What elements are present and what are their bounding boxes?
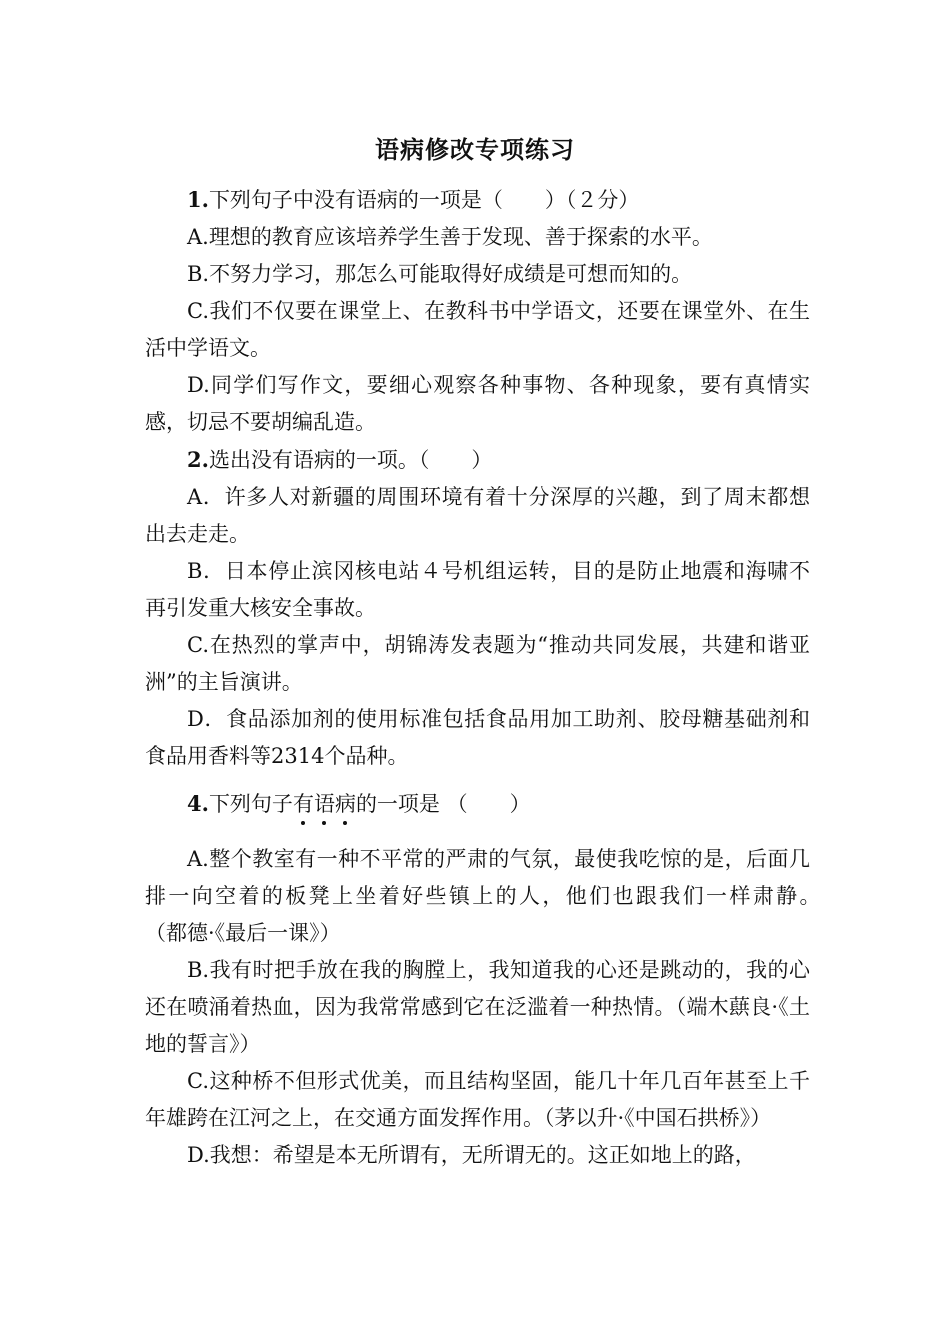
question-stem: 下列句子中没有语病的一项是（ ）（２分） bbox=[208, 188, 640, 212]
exercise-content bbox=[145, 181, 915, 1174]
option-a: A.整个教室有一种不平常的严肃的气氛，最使我吃惊的是，后面几排一向空着的板凳上坐着好些镇上的人，他们也跟我们一样肃静。 （都德·《最后一课》） bbox=[145, 847, 915, 945]
page-title: 语病修改专项练习 bbox=[375, 135, 575, 164]
option-b: B.我有时把手放在我的胸膛上，我知道我的心还是跳动的，我的心还在喷涌着热血，因为我常常感到它在泛滥着一种热情。（端木蕻良·《土地的誓言》） bbox=[145, 958, 810, 1056]
option-d: D．食品添加剂的使用标准包括食品用加工助剂、胶母糖基础剂和食品用香料等2314个品种。 bbox=[145, 707, 810, 768]
option-a: A．许多人对新疆的周围环境有着十分深厚的兴趣，到了周末都想出去走走。 bbox=[145, 485, 810, 546]
question-number: 2. bbox=[187, 447, 209, 472]
option-d: D.同学们写作文，要细心观察各种事物、各种现象，要有真情实感，切忌不要胡编乱造。 bbox=[145, 373, 810, 434]
question-number: 4. bbox=[187, 791, 209, 816]
spacer bbox=[145, 823, 810, 841]
question-stem: 选出没有语病的一项。（ ） bbox=[208, 448, 493, 472]
question-2 bbox=[145, 441, 810, 479]
question-number: 1. bbox=[187, 187, 209, 212]
emphasis-char: 有 bbox=[292, 792, 314, 816]
option-d: D.我想：希望是本无所谓有，无所谓无的。这正如地上的路， bbox=[187, 1143, 756, 1167]
emphasis-char: 病 bbox=[334, 792, 356, 816]
option-b: B.不努力学习，那怎么可能取得好成绩是可想而知的。 bbox=[187, 262, 693, 286]
option-c: C.我们不仅要在课堂上、在教科书中学语文，还要在课堂外、在生活中学语文。 bbox=[145, 299, 810, 360]
option-c: C.这种桥不但形式优美，而且结构坚固，能几十年几百年甚至上千年雄跨在江河之上，在交通方面发挥作用。（茅以升·《中国石拱桥》） bbox=[145, 1069, 810, 1130]
question-1 bbox=[145, 181, 810, 219]
option-c: C.在热烈的掌声中，胡锦涛发表题为“推动共同发展，共建和谐亚洲”的主旨演讲。 bbox=[145, 633, 810, 694]
option-b: B．日本停止滨冈核电站４号机组运转，目的是防止地震和海啸不再引发重大核安全事故。 bbox=[145, 559, 810, 620]
emphasis-char: 语 bbox=[313, 792, 335, 816]
question-stem-post: 的一项是 （ ） bbox=[355, 792, 531, 816]
question-4 bbox=[145, 785, 810, 823]
question-stem-pre: 下列句子 bbox=[208, 792, 293, 816]
spacer bbox=[145, 775, 810, 785]
option-a: A.理想的教育应该培养学生善于发现、善于探索的水平。 bbox=[187, 225, 713, 249]
